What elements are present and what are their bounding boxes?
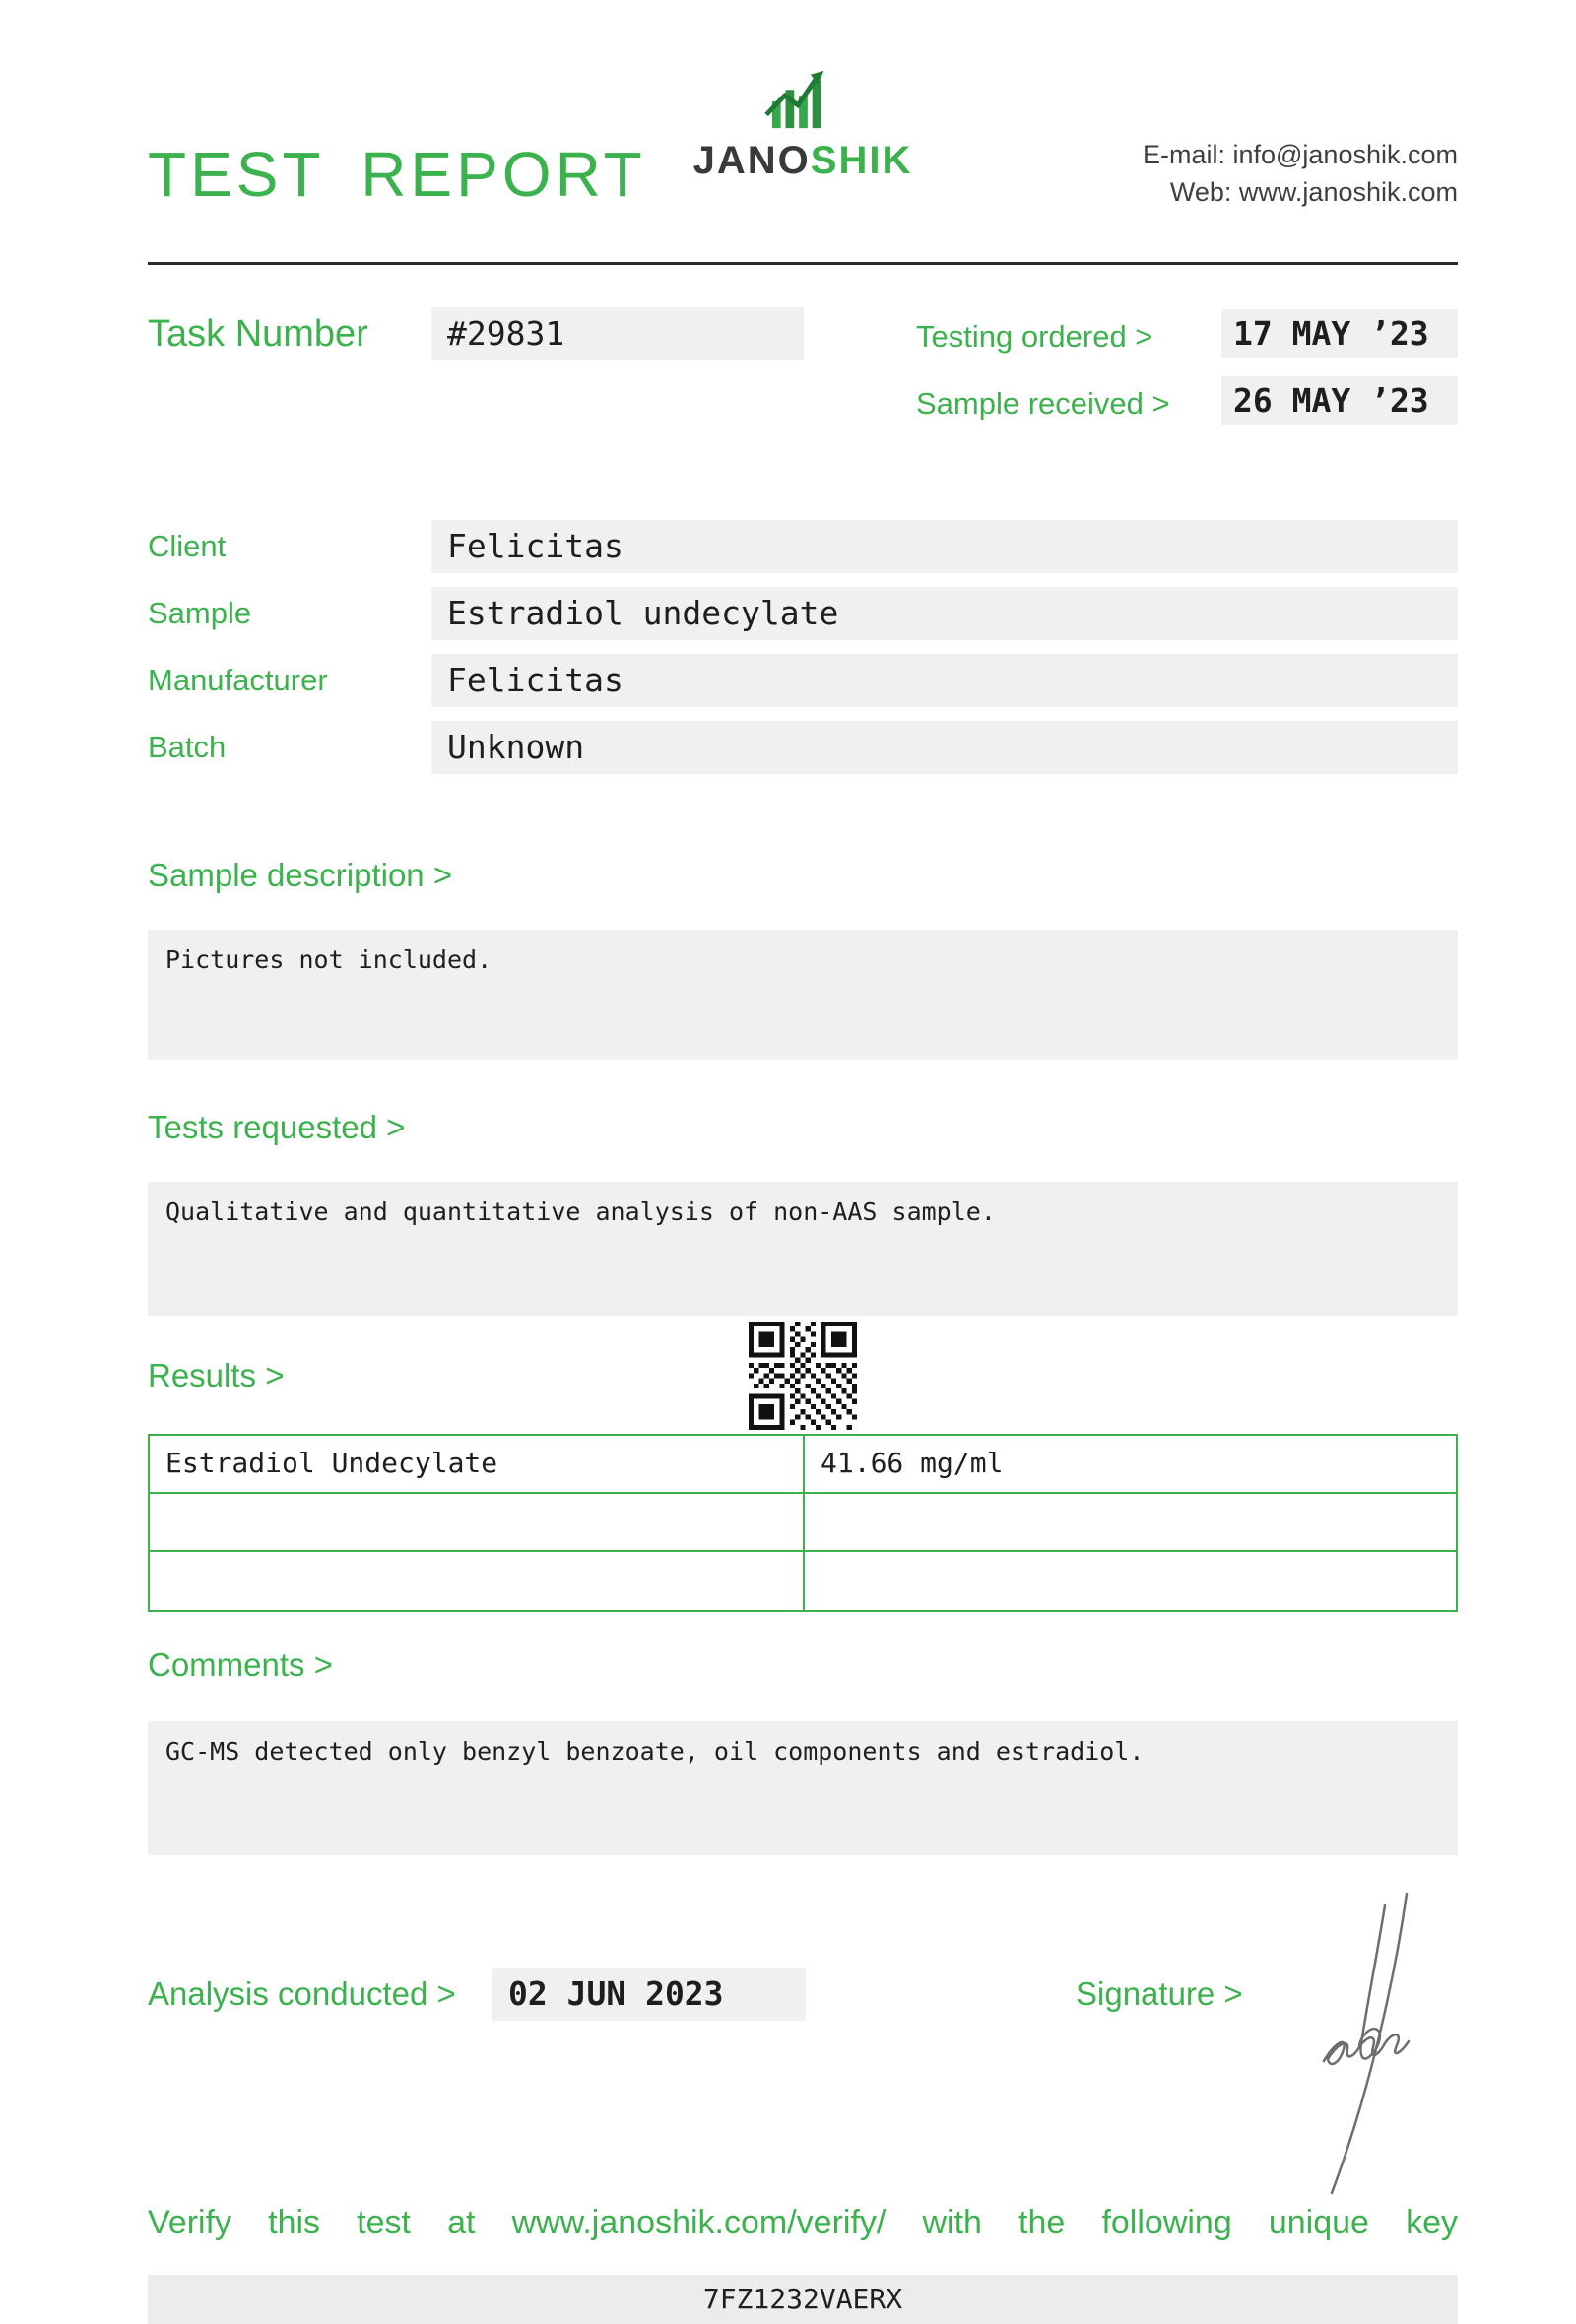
task-number-text: #29831 (447, 314, 565, 353)
testing-ordered-date: 17 MAY ’23 (1233, 314, 1429, 353)
page-title: TEST REPORT (148, 139, 646, 210)
qr-code (749, 1322, 857, 1430)
comments-text: GC-MS detected only benzyl benzoate, oil components and estradiol. (165, 1737, 1145, 1766)
tests-requested-box (148, 1182, 1458, 1316)
comments-box (148, 1721, 1458, 1855)
analysis-conducted-label: Analysis conducted > (148, 1975, 456, 2012)
testing-ordered-label: Testing ordered > (916, 319, 1153, 354)
verify-text: Verify this test at www.janoshik.com/verify/ with the following unique key (148, 2204, 1458, 2241)
logo-text-shik: SHIK (810, 139, 913, 182)
sample-label: Sample (148, 596, 252, 630)
batch-value (431, 721, 1458, 774)
unique-key-value: 7FZ1232VAERX (148, 2275, 1458, 2324)
result-name-cell (150, 1494, 805, 1550)
sample-received-label: Sample received > (916, 386, 1170, 420)
client-value-text: Felicitas (447, 527, 624, 565)
client-value (431, 520, 1458, 573)
sample-value-text: Estradiol undecylate (447, 594, 839, 632)
logo-chart-icon (754, 65, 852, 132)
contact-web: Web: www.janoshik.com (1169, 177, 1458, 207)
sample-description-heading: Sample description > (148, 857, 453, 893)
table-row (150, 1552, 1456, 1610)
analysis-date-value (492, 1968, 806, 2021)
header-divider (148, 262, 1458, 265)
logo (680, 65, 926, 183)
result-value-cell (805, 1494, 1456, 1550)
info-row-client (148, 520, 1458, 573)
logo-text (680, 139, 926, 183)
info-row-sample (148, 587, 1458, 640)
manufacturer-value-text: Felicitas (447, 661, 624, 699)
info-row-manufacturer (148, 654, 1458, 707)
logo-text-jano: JANO (692, 139, 811, 182)
signature-image (1280, 1886, 1448, 2201)
result-name-cell (150, 1552, 805, 1610)
sample-description-text: Pictures not included. (165, 945, 492, 974)
table-row (150, 1494, 1456, 1552)
testing-ordered-value (1221, 309, 1458, 358)
tests-requested-text: Qualitative and quantitative analysis of non-AAS sample. (165, 1197, 996, 1226)
contact-block (1143, 136, 1458, 211)
table-row (150, 1436, 1456, 1494)
batch-value-text: Unknown (447, 728, 585, 766)
sample-received-value (1221, 376, 1458, 425)
comments-heading: Comments > (148, 1646, 333, 1683)
signature-label: Signature > (1076, 1975, 1243, 2012)
sample-description-box (148, 930, 1458, 1060)
analysis-date-text: 02 JUN 2023 (508, 1974, 724, 2013)
batch-label: Batch (148, 730, 227, 764)
results-table (148, 1434, 1458, 1612)
sample-value (431, 587, 1458, 640)
result-value-cell: 41.66 mg/ml (821, 1447, 1004, 1479)
sample-received-date: 26 MAY ’23 (1233, 381, 1429, 420)
info-row-batch (148, 721, 1458, 774)
result-value-cell (805, 1552, 1456, 1610)
contact-email: E-mail: info@janoshik.com (1142, 140, 1458, 169)
task-number-label: Task Number (148, 313, 368, 355)
manufacturer-value (431, 654, 1458, 707)
tests-requested-heading: Tests requested > (148, 1109, 406, 1145)
result-name-cell: Estradiol Undecylate (150, 1436, 805, 1492)
manufacturer-label: Manufacturer (148, 663, 328, 697)
task-number-value (431, 307, 804, 360)
client-label: Client (148, 529, 227, 563)
results-heading: Results > (148, 1357, 285, 1393)
